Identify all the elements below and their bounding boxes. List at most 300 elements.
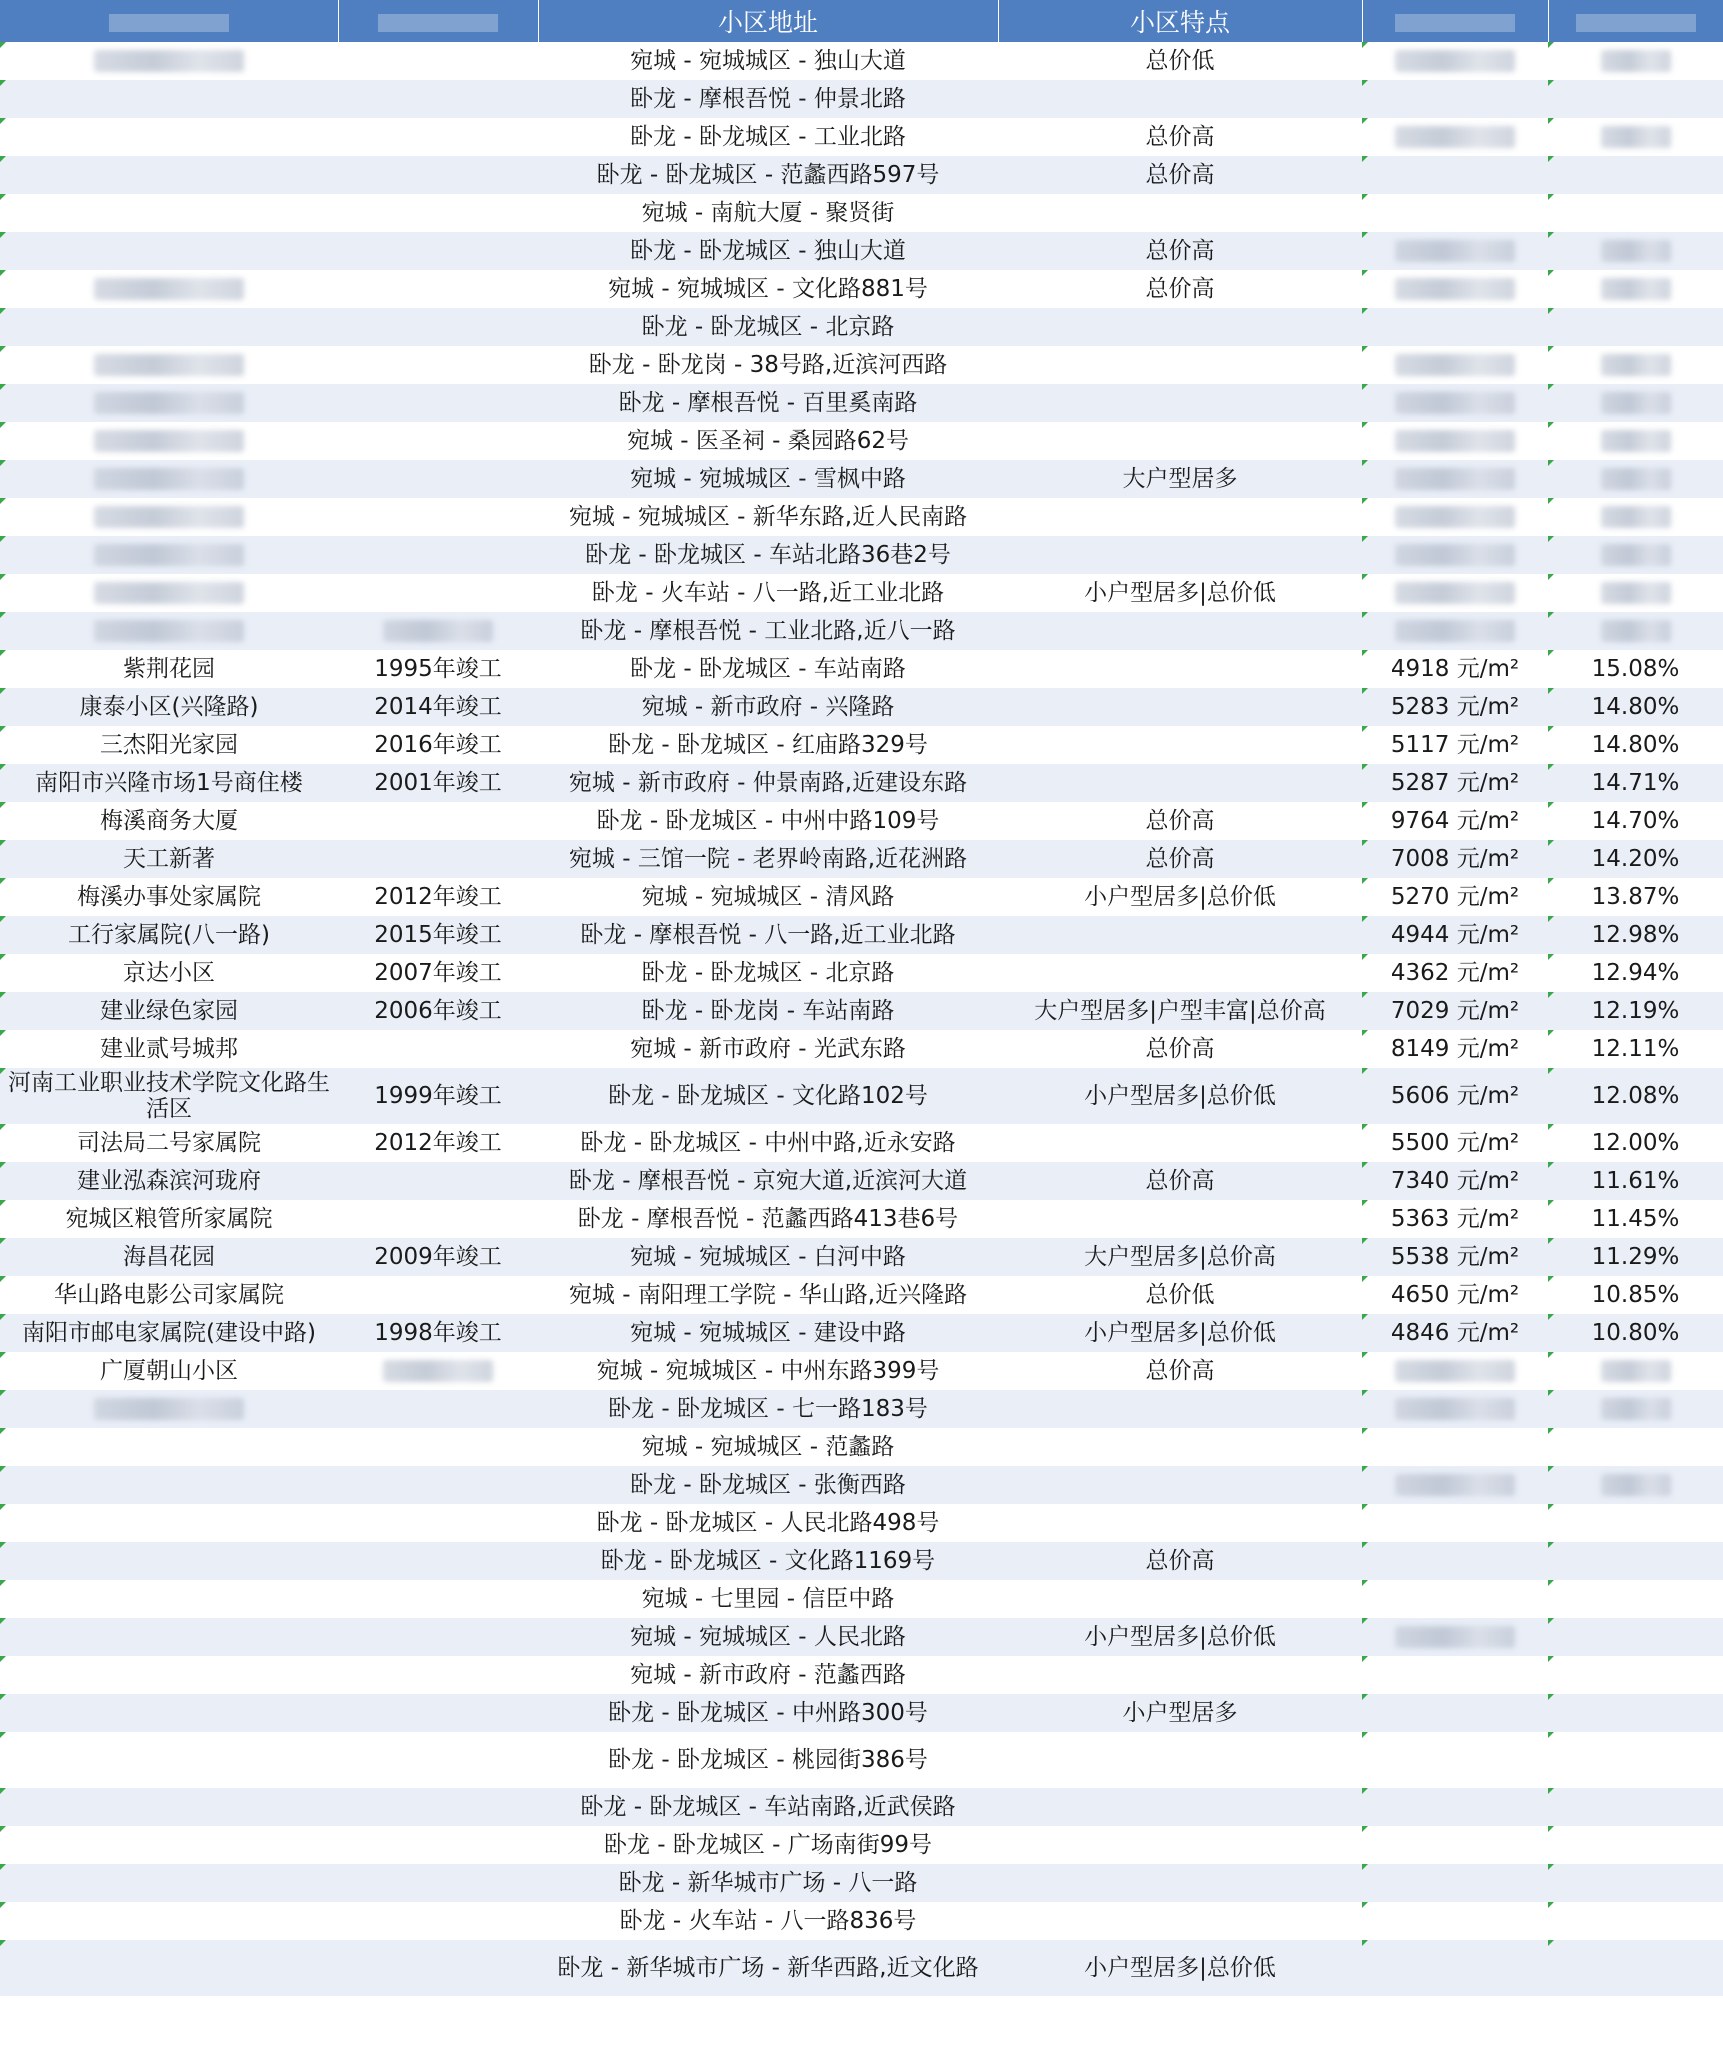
year-cell[interactable]: [338, 1864, 538, 1902]
price-cell[interactable]: [1362, 1656, 1548, 1694]
year-cell[interactable]: [338, 270, 538, 308]
price-cell[interactable]: [1362, 118, 1548, 156]
rate-cell[interactable]: [1548, 80, 1723, 118]
price-cell[interactable]: [1362, 156, 1548, 194]
rate-cell[interactable]: [1548, 574, 1723, 612]
year-cell[interactable]: [338, 1352, 538, 1390]
year-cell[interactable]: [338, 498, 538, 536]
rate-cell[interactable]: [1548, 384, 1723, 422]
rate-cell[interactable]: [1548, 1618, 1723, 1656]
rate-cell[interactable]: 10.85%: [1548, 1276, 1723, 1314]
address-cell[interactable]: 卧龙 - 新华城市广场 - 新华西路,近文化路: [557, 1954, 979, 1981]
year-cell[interactable]: [338, 384, 538, 422]
year-cell[interactable]: [338, 460, 538, 498]
address-cell[interactable]: 卧龙 - 卧龙岗 - 车站南路: [641, 997, 895, 1024]
name-cell[interactable]: [0, 1542, 338, 1580]
year-cell[interactable]: [338, 1030, 538, 1068]
name-cell[interactable]: [0, 232, 338, 270]
year-cell[interactable]: [338, 1466, 538, 1504]
price-cell[interactable]: [1362, 422, 1548, 460]
price-cell[interactable]: 8149 元/m²: [1362, 1030, 1548, 1068]
name-cell[interactable]: 康泰小区(兴隆路): [0, 688, 338, 726]
year-cell[interactable]: 1998年竣工: [374, 1319, 502, 1346]
year-cell[interactable]: [338, 194, 538, 232]
price-cell[interactable]: [1362, 384, 1548, 422]
year-cell[interactable]: [338, 1542, 538, 1580]
features-cell[interactable]: [998, 194, 1362, 232]
address-cell[interactable]: 卧龙 - 卧龙岗 - 38号路,近滨河西路: [588, 351, 948, 378]
name-cell[interactable]: [0, 498, 338, 536]
rate-cell[interactable]: [1548, 1352, 1723, 1390]
address-cell[interactable]: 卧龙 - 卧龙城区 - 北京路: [641, 959, 895, 986]
rate-cell[interactable]: [1548, 460, 1723, 498]
year-cell[interactable]: [338, 1504, 538, 1542]
year-cell[interactable]: [338, 840, 538, 878]
price-cell[interactable]: [1362, 1788, 1548, 1826]
features-cell[interactable]: 总价高: [1145, 1547, 1215, 1574]
rate-cell[interactable]: 11.29%: [1548, 1238, 1723, 1276]
name-cell[interactable]: 南阳市兴隆市场1号商住楼: [0, 764, 338, 802]
price-cell[interactable]: 4362 元/m²: [1362, 954, 1548, 992]
name-cell[interactable]: [0, 1466, 338, 1504]
address-cell[interactable]: 卧龙 - 卧龙城区 - 车站北路36巷2号: [585, 541, 951, 568]
year-cell[interactable]: [338, 1656, 538, 1694]
price-cell[interactable]: 5270 元/m²: [1362, 878, 1548, 916]
name-cell[interactable]: [0, 308, 338, 346]
name-cell[interactable]: [0, 574, 338, 612]
year-cell[interactable]: [338, 536, 538, 574]
rate-cell[interactable]: 12.08%: [1548, 1068, 1723, 1124]
rate-cell[interactable]: [1548, 194, 1723, 232]
address-cell[interactable]: 卧龙 - 摩根吾悦 - 工业北路,近八一路: [580, 617, 956, 644]
address-cell[interactable]: 卧龙 - 卧龙城区 - 红庙路329号: [608, 731, 928, 758]
address-cell[interactable]: 卧龙 - 卧龙城区 - 桃园街386号: [608, 1746, 928, 1773]
price-cell[interactable]: [1362, 308, 1548, 346]
features-cell[interactable]: [998, 384, 1362, 422]
address-cell[interactable]: 卧龙 - 卧龙城区 - 七一路183号: [608, 1395, 928, 1422]
year-cell[interactable]: 2006年竣工: [374, 997, 502, 1024]
address-cell[interactable]: 卧龙 - 摩根吾悦 - 仲景北路: [630, 85, 906, 112]
name-cell[interactable]: [0, 346, 338, 384]
price-cell[interactable]: [1362, 1390, 1548, 1428]
features-cell[interactable]: [998, 498, 1362, 536]
features-cell[interactable]: [998, 1504, 1362, 1542]
header-features[interactable]: 小区特点: [998, 0, 1362, 42]
rate-cell[interactable]: [1548, 422, 1723, 460]
address-cell[interactable]: 卧龙 - 卧龙城区 - 北京路: [641, 313, 895, 340]
rate-cell[interactable]: 14.80%: [1548, 726, 1723, 764]
price-cell[interactable]: [1362, 1732, 1548, 1788]
features-cell[interactable]: [998, 536, 1362, 574]
header-price[interactable]: [1362, 0, 1548, 42]
features-cell[interactable]: [998, 688, 1362, 726]
features-cell[interactable]: 总价高: [1145, 1167, 1215, 1194]
price-cell[interactable]: 5606 元/m²: [1362, 1068, 1548, 1124]
rate-cell[interactable]: [1548, 1732, 1723, 1788]
features-cell[interactable]: [998, 1466, 1362, 1504]
address-cell[interactable]: 卧龙 - 摩根吾悦 - 京宛大道,近滨河大道: [568, 1167, 968, 1194]
year-cell[interactable]: [338, 574, 538, 612]
price-cell[interactable]: [1362, 536, 1548, 574]
features-cell[interactable]: 总价高: [1145, 807, 1215, 834]
price-cell[interactable]: [1362, 498, 1548, 536]
features-cell[interactable]: [998, 954, 1362, 992]
address-cell[interactable]: 宛城 - 三馆一院 - 老界岭南路,近花洲路: [568, 845, 968, 872]
year-cell[interactable]: [338, 802, 538, 840]
name-cell[interactable]: [0, 42, 338, 80]
features-cell[interactable]: 小户型居多|总价低: [1084, 1954, 1276, 1981]
year-cell[interactable]: 1995年竣工: [374, 655, 502, 682]
rate-cell[interactable]: [1548, 1466, 1723, 1504]
features-cell[interactable]: 大户型居多|总价高: [1084, 1243, 1276, 1270]
address-cell[interactable]: 卧龙 - 摩根吾悦 - 范蠡西路413巷6号: [577, 1205, 959, 1232]
year-cell[interactable]: 2012年竣工: [374, 883, 502, 910]
name-cell[interactable]: 工行家属院(八一路): [0, 916, 338, 954]
name-cell[interactable]: 建业泓森滨河珑府: [0, 1162, 338, 1200]
year-cell[interactable]: 2012年竣工: [374, 1129, 502, 1156]
features-cell[interactable]: [998, 764, 1362, 802]
name-cell[interactable]: 建业贰号城邦: [0, 1030, 338, 1068]
name-cell[interactable]: [0, 612, 338, 650]
address-cell[interactable]: 宛城 - 南航大厦 - 聚贤街: [641, 199, 895, 226]
address-cell[interactable]: 卧龙 - 卧龙城区 - 中州路300号: [608, 1699, 928, 1726]
features-cell[interactable]: 小户型居多|总价低: [1084, 1082, 1276, 1109]
year-cell[interactable]: [338, 1788, 538, 1826]
address-cell[interactable]: 卧龙 - 新华城市广场 - 八一路: [618, 1869, 918, 1896]
year-cell[interactable]: [338, 1580, 538, 1618]
address-cell[interactable]: 宛城 - 宛城城区 - 文化路881号: [608, 275, 928, 302]
price-cell[interactable]: [1362, 270, 1548, 308]
rate-cell[interactable]: [1548, 1788, 1723, 1826]
header-rate[interactable]: [1548, 0, 1723, 42]
features-cell[interactable]: 大户型居多: [1122, 465, 1238, 492]
header-address[interactable]: 小区地址: [538, 0, 998, 42]
rate-cell[interactable]: [1548, 498, 1723, 536]
features-cell[interactable]: [998, 422, 1362, 460]
price-cell[interactable]: 5500 元/m²: [1362, 1124, 1548, 1162]
year-cell[interactable]: [338, 422, 538, 460]
rate-cell[interactable]: 12.19%: [1548, 992, 1723, 1030]
rate-cell[interactable]: [1548, 1694, 1723, 1732]
rate-cell[interactable]: 14.80%: [1548, 688, 1723, 726]
address-cell[interactable]: 宛城 - 宛城城区 - 新华东路,近人民南路: [568, 503, 968, 530]
name-cell[interactable]: 梅溪商务大厦: [0, 802, 338, 840]
name-cell[interactable]: [0, 422, 338, 460]
rate-cell[interactable]: [1548, 1580, 1723, 1618]
name-cell[interactable]: 广厦朝山小区: [0, 1352, 338, 1390]
year-cell[interactable]: [338, 1162, 538, 1200]
address-cell[interactable]: 卧龙 - 卧龙城区 - 车站南路,近武侯路: [580, 1793, 956, 1820]
price-cell[interactable]: [1362, 346, 1548, 384]
price-cell[interactable]: [1362, 80, 1548, 118]
rate-cell[interactable]: 14.71%: [1548, 764, 1723, 802]
year-cell[interactable]: [338, 1428, 538, 1466]
features-cell[interactable]: 总价高: [1145, 161, 1215, 188]
name-cell[interactable]: 天工新著: [0, 840, 338, 878]
name-cell[interactable]: 梅溪办事处家属院: [0, 878, 338, 916]
year-cell[interactable]: 2007年竣工: [374, 959, 502, 986]
address-cell[interactable]: 卧龙 - 卧龙城区 - 中州中路109号: [596, 807, 940, 834]
year-cell[interactable]: 1999年竣工: [374, 1082, 502, 1109]
rate-cell[interactable]: [1548, 1902, 1723, 1940]
rate-cell[interactable]: [1548, 346, 1723, 384]
address-cell[interactable]: 卧龙 - 火车站 - 八一路836号: [619, 1907, 917, 1934]
features-cell[interactable]: [998, 1864, 1362, 1902]
name-cell[interactable]: 南阳市邮电家属院(建设中路): [0, 1314, 338, 1352]
features-cell[interactable]: 总价高: [1145, 237, 1215, 264]
address-cell[interactable]: 宛城 - 新市政府 - 兴隆路: [641, 693, 895, 720]
name-cell[interactable]: 海昌花园: [0, 1238, 338, 1276]
features-cell[interactable]: [998, 1124, 1362, 1162]
address-cell[interactable]: 宛城 - 新市政府 - 仲景南路,近建设东路: [568, 769, 968, 796]
features-cell[interactable]: [998, 80, 1362, 118]
price-cell[interactable]: 5287 元/m²: [1362, 764, 1548, 802]
address-cell[interactable]: 宛城 - 宛城城区 - 人民北路: [630, 1623, 906, 1650]
features-cell[interactable]: 总价高: [1145, 845, 1215, 872]
price-cell[interactable]: [1362, 1542, 1548, 1580]
address-cell[interactable]: 卧龙 - 摩根吾悦 - 八一路,近工业北路: [580, 921, 956, 948]
name-cell[interactable]: [0, 194, 338, 232]
name-cell[interactable]: 三杰阳光家园: [0, 726, 338, 764]
name-cell[interactable]: [0, 536, 338, 574]
price-cell[interactable]: [1362, 1864, 1548, 1902]
name-cell[interactable]: [0, 460, 338, 498]
address-cell[interactable]: 卧龙 - 卧龙城区 - 文化路1169号: [600, 1547, 936, 1574]
features-cell[interactable]: 大户型居多|户型丰富|总价高: [1034, 997, 1326, 1024]
year-cell[interactable]: [338, 1390, 538, 1428]
features-cell[interactable]: 小户型居多: [1122, 1699, 1238, 1726]
name-cell[interactable]: [0, 1580, 338, 1618]
address-cell[interactable]: 宛城 - 宛城城区 - 清风路: [641, 883, 895, 910]
features-cell[interactable]: [998, 916, 1362, 954]
rate-cell[interactable]: [1548, 1940, 1723, 1996]
address-cell[interactable]: 宛城 - 宛城城区 - 白河中路: [630, 1243, 906, 1270]
address-cell[interactable]: 宛城 - 宛城城区 - 独山大道: [630, 47, 906, 74]
features-cell[interactable]: [998, 1390, 1362, 1428]
rate-cell[interactable]: [1548, 1864, 1723, 1902]
price-cell[interactable]: [1362, 1826, 1548, 1864]
name-cell[interactable]: [0, 384, 338, 422]
features-cell[interactable]: [998, 1902, 1362, 1940]
features-cell[interactable]: [998, 612, 1362, 650]
name-cell[interactable]: [0, 1390, 338, 1428]
price-cell[interactable]: [1362, 1694, 1548, 1732]
name-cell[interactable]: [0, 1732, 338, 1788]
price-cell[interactable]: [1362, 1466, 1548, 1504]
rate-cell[interactable]: [1548, 612, 1723, 650]
address-cell[interactable]: 宛城 - 宛城城区 - 雪枫中路: [630, 465, 906, 492]
rate-cell[interactable]: [1548, 536, 1723, 574]
price-cell[interactable]: [1362, 194, 1548, 232]
header-name[interactable]: [0, 0, 338, 42]
features-cell[interactable]: 小户型居多|总价低: [1084, 579, 1276, 606]
name-cell[interactable]: [0, 1428, 338, 1466]
rate-cell[interactable]: [1548, 1390, 1723, 1428]
price-cell[interactable]: [1362, 1902, 1548, 1940]
rate-cell[interactable]: [1548, 308, 1723, 346]
rate-cell[interactable]: [1548, 1504, 1723, 1542]
address-cell[interactable]: 宛城 - 新市政府 - 范蠡西路: [630, 1661, 906, 1688]
price-cell[interactable]: 4846 元/m²: [1362, 1314, 1548, 1352]
address-cell[interactable]: 宛城 - 宛城城区 - 建设中路: [630, 1319, 906, 1346]
features-cell[interactable]: [998, 1428, 1362, 1466]
address-cell[interactable]: 卧龙 - 卧龙城区 - 张衡西路: [630, 1471, 906, 1498]
price-cell[interactable]: [1362, 42, 1548, 80]
address-cell[interactable]: 卧龙 - 卧龙城区 - 范蠡西路597号: [596, 161, 940, 188]
features-cell[interactable]: 小户型居多|总价低: [1084, 883, 1276, 910]
price-cell[interactable]: 5363 元/m²: [1362, 1200, 1548, 1238]
year-cell[interactable]: 2009年竣工: [374, 1243, 502, 1270]
address-cell[interactable]: 卧龙 - 摩根吾悦 - 百里奚南路: [618, 389, 918, 416]
price-cell[interactable]: 7029 元/m²: [1362, 992, 1548, 1030]
name-cell[interactable]: [0, 1902, 338, 1940]
price-cell[interactable]: 5538 元/m²: [1362, 1238, 1548, 1276]
name-cell[interactable]: 华山路电影公司家属院: [0, 1276, 338, 1314]
price-cell[interactable]: [1362, 574, 1548, 612]
address-cell[interactable]: 宛城 - 宛城城区 - 范蠡路: [641, 1433, 895, 1460]
address-cell[interactable]: 卧龙 - 卧龙城区 - 中州中路,近永安路: [580, 1129, 956, 1156]
address-cell[interactable]: 卧龙 - 卧龙城区 - 工业北路: [630, 123, 906, 150]
address-cell[interactable]: 宛城 - 医圣祠 - 桑园路62号: [626, 427, 910, 454]
features-cell[interactable]: 总价高: [1145, 1357, 1215, 1384]
features-cell[interactable]: [998, 346, 1362, 384]
year-cell[interactable]: [338, 80, 538, 118]
name-cell[interactable]: 河南工业职业技术学院文化路生活区: [0, 1068, 338, 1124]
features-cell[interactable]: [998, 1200, 1362, 1238]
price-cell[interactable]: 5283 元/m²: [1362, 688, 1548, 726]
price-cell[interactable]: [1362, 1940, 1548, 1996]
price-cell[interactable]: 7008 元/m²: [1362, 840, 1548, 878]
features-cell[interactable]: [998, 308, 1362, 346]
year-cell[interactable]: [338, 232, 538, 270]
rate-cell[interactable]: [1548, 270, 1723, 308]
features-cell[interactable]: [998, 1580, 1362, 1618]
rate-cell[interactable]: [1548, 118, 1723, 156]
year-cell[interactable]: 2015年竣工: [374, 921, 502, 948]
year-cell[interactable]: [338, 1940, 538, 1996]
rate-cell[interactable]: 12.94%: [1548, 954, 1723, 992]
rate-cell[interactable]: 12.98%: [1548, 916, 1723, 954]
address-cell[interactable]: 宛城 - 新市政府 - 光武东路: [630, 1035, 906, 1062]
year-cell[interactable]: [338, 1902, 538, 1940]
rate-cell[interactable]: [1548, 1656, 1723, 1694]
address-cell[interactable]: 卧龙 - 火车站 - 八一路,近工业北路: [591, 579, 945, 606]
price-cell[interactable]: 4918 元/m²: [1362, 650, 1548, 688]
features-cell[interactable]: [998, 726, 1362, 764]
year-cell[interactable]: [338, 1618, 538, 1656]
address-cell[interactable]: 卧龙 - 卧龙城区 - 独山大道: [630, 237, 906, 264]
rate-cell[interactable]: 14.70%: [1548, 802, 1723, 840]
name-cell[interactable]: [0, 156, 338, 194]
name-cell[interactable]: [0, 1694, 338, 1732]
price-cell[interactable]: [1362, 1352, 1548, 1390]
features-cell[interactable]: 总价高: [1145, 275, 1215, 302]
price-cell[interactable]: [1362, 1580, 1548, 1618]
address-cell[interactable]: 卧龙 - 卧龙城区 - 人民北路498号: [596, 1509, 940, 1536]
features-cell[interactable]: 小户型居多|总价低: [1084, 1319, 1276, 1346]
features-cell[interactable]: [998, 1656, 1362, 1694]
year-cell[interactable]: [338, 118, 538, 156]
header-year[interactable]: [338, 0, 538, 42]
rate-cell[interactable]: [1548, 232, 1723, 270]
price-cell[interactable]: 9764 元/m²: [1362, 802, 1548, 840]
rate-cell[interactable]: [1548, 1542, 1723, 1580]
price-cell[interactable]: 4944 元/m²: [1362, 916, 1548, 954]
price-cell[interactable]: 5117 元/m²: [1362, 726, 1548, 764]
name-cell[interactable]: [0, 118, 338, 156]
name-cell[interactable]: 司法局二号家属院: [0, 1124, 338, 1162]
features-cell[interactable]: 总价高: [1145, 123, 1215, 150]
price-cell[interactable]: [1362, 1504, 1548, 1542]
name-cell[interactable]: 宛城区粮管所家属院: [0, 1200, 338, 1238]
rate-cell[interactable]: 12.11%: [1548, 1030, 1723, 1068]
address-cell[interactable]: 宛城 - 宛城城区 - 中州东路399号: [596, 1357, 940, 1384]
year-cell[interactable]: [338, 612, 538, 650]
name-cell[interactable]: [0, 1788, 338, 1826]
name-cell[interactable]: [0, 1826, 338, 1864]
year-cell[interactable]: [338, 308, 538, 346]
rate-cell[interactable]: 12.00%: [1548, 1124, 1723, 1162]
year-cell[interactable]: [338, 42, 538, 80]
features-cell[interactable]: 小户型居多|总价低: [1084, 1623, 1276, 1650]
name-cell[interactable]: [0, 1940, 338, 1996]
rate-cell[interactable]: 14.20%: [1548, 840, 1723, 878]
features-cell[interactable]: 总价低: [1145, 1281, 1215, 1308]
year-cell[interactable]: [338, 156, 538, 194]
name-cell[interactable]: 建业绿色家园: [0, 992, 338, 1030]
price-cell[interactable]: [1362, 612, 1548, 650]
rate-cell[interactable]: [1548, 1826, 1723, 1864]
year-cell[interactable]: [338, 346, 538, 384]
rate-cell[interactable]: [1548, 156, 1723, 194]
features-cell[interactable]: [998, 1826, 1362, 1864]
year-cell[interactable]: 2016年竣工: [374, 731, 502, 758]
name-cell[interactable]: [0, 1618, 338, 1656]
year-cell[interactable]: 2014年竣工: [374, 693, 502, 720]
name-cell[interactable]: [0, 1504, 338, 1542]
features-cell[interactable]: [998, 1788, 1362, 1826]
price-cell[interactable]: [1362, 232, 1548, 270]
address-cell[interactable]: 宛城 - 南阳理工学院 - 华山路,近兴隆路: [568, 1281, 968, 1308]
rate-cell[interactable]: [1548, 42, 1723, 80]
address-cell[interactable]: 卧龙 - 卧龙城区 - 车站南路: [630, 655, 906, 682]
name-cell[interactable]: [0, 1864, 338, 1902]
address-cell[interactable]: 卧龙 - 卧龙城区 - 文化路102号: [608, 1082, 928, 1109]
name-cell[interactable]: [0, 80, 338, 118]
features-cell[interactable]: [998, 1732, 1362, 1788]
year-cell[interactable]: [338, 1826, 538, 1864]
year-cell[interactable]: [338, 1276, 538, 1314]
price-cell[interactable]: [1362, 460, 1548, 498]
name-cell[interactable]: 紫荆花园: [0, 650, 338, 688]
rate-cell[interactable]: [1548, 1428, 1723, 1466]
price-cell[interactable]: 4650 元/m²: [1362, 1276, 1548, 1314]
rate-cell[interactable]: 13.87%: [1548, 878, 1723, 916]
price-cell[interactable]: [1362, 1618, 1548, 1656]
rate-cell[interactable]: 10.80%: [1548, 1314, 1723, 1352]
year-cell[interactable]: [338, 1694, 538, 1732]
year-cell[interactable]: 2001年竣工: [374, 769, 502, 796]
price-cell[interactable]: [1362, 1428, 1548, 1466]
features-cell[interactable]: 总价高: [1145, 1035, 1215, 1062]
name-cell[interactable]: [0, 270, 338, 308]
address-cell[interactable]: 宛城 - 七里园 - 信臣中路: [641, 1585, 895, 1612]
name-cell[interactable]: 京达小区: [0, 954, 338, 992]
year-cell[interactable]: [338, 1732, 538, 1788]
rate-cell[interactable]: 11.45%: [1548, 1200, 1723, 1238]
features-cell[interactable]: 总价低: [1145, 47, 1215, 74]
price-cell[interactable]: 7340 元/m²: [1362, 1162, 1548, 1200]
